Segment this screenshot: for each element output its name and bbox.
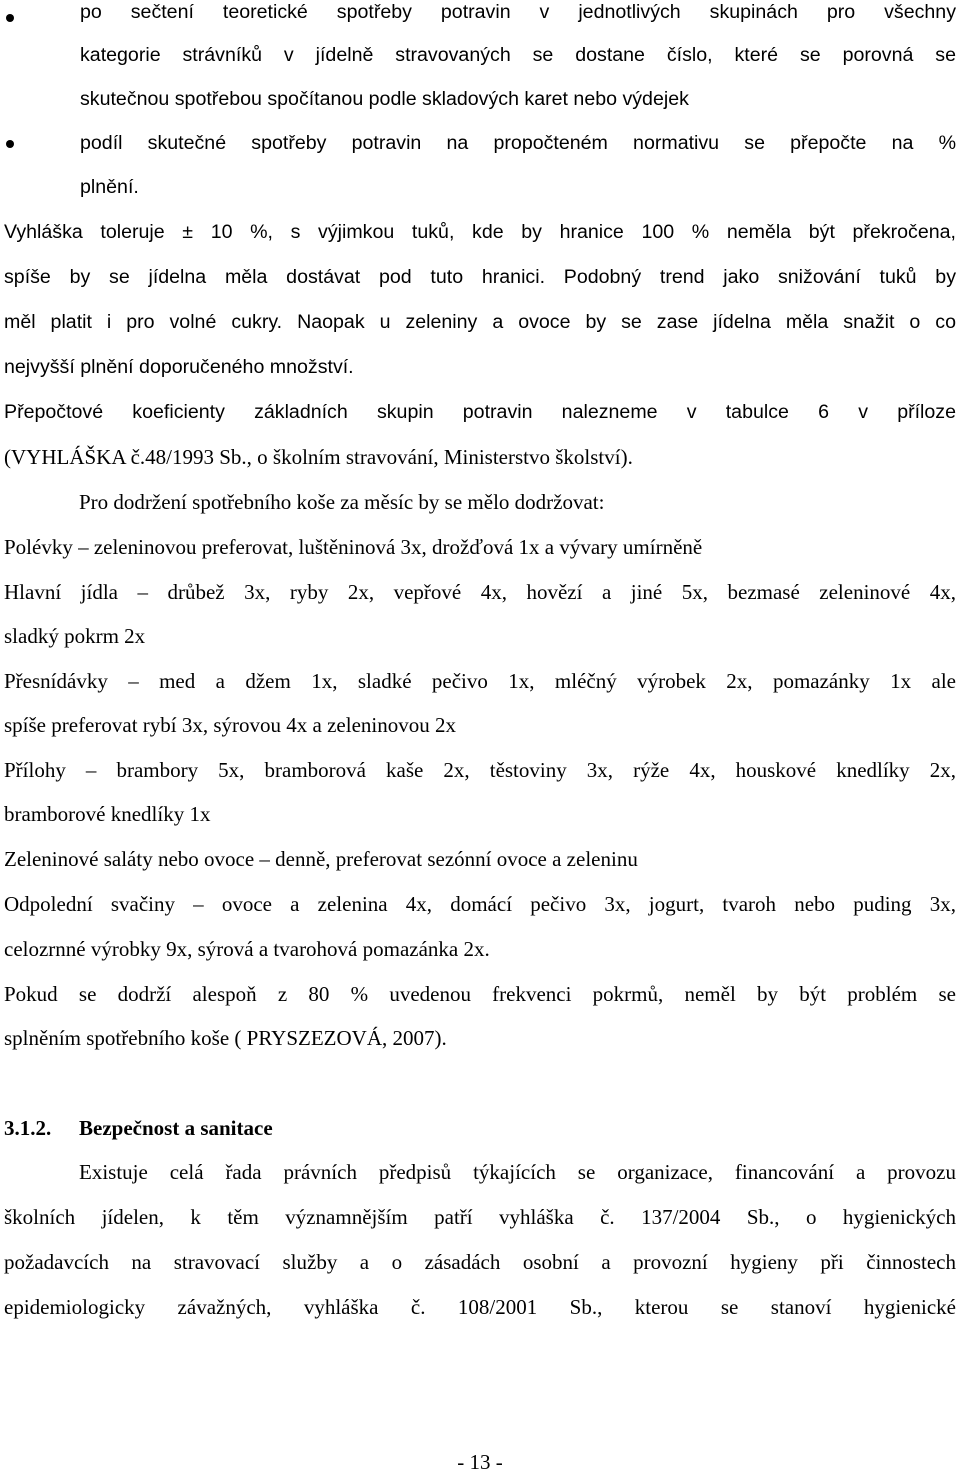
bullet-2-line-2: plnění. [80, 176, 139, 198]
paragraph-line: epidemiologicky závažných, vyhláška č. 108/2001 Sb., kterou se stanoví hygienické [4, 1295, 956, 1319]
paragraph-line: (VYHLÁŠKA č.48/1993 Sb., o školním stravování, Ministerstvo školství). [4, 445, 633, 469]
basket-salads: Zeleninové saláty nebo ovoce – denně, preferovat sezónní ovoce a zeleninu [4, 847, 638, 871]
basket-summary: Pokud se dodrží alespoň z 80 % uvedenou frekvenci pokrmů, neměl by být problém se [4, 982, 956, 1006]
paragraph-line: Přepočtové koeficienty základních skupin potravin nalezneme v tabulce 6 v příloze [4, 401, 956, 423]
page-number: - 13 - [457, 1450, 503, 1474]
paragraph-line: Vyhláška toleruje ± 10 %, s výjimkou tuků, kde by hranice 100 % neměla být překročena, [4, 221, 956, 243]
document-page [4, 0, 956, 1472]
paragraph-intro: Pro dodržení spotřebního koše za měsíc by se mělo dodržovat: [79, 490, 605, 514]
basket-snacks: Přesnídávky – med a džem 1x, sladké pečivo 1x, mléčný výrobek 2x, pomazánky 1x ale [4, 669, 956, 693]
bullet-icon [6, 140, 14, 148]
bullet-2-line-1: podíl skutečné spotřeby potravin na propočteném normativu se přepočte na % [80, 132, 956, 154]
paragraph-line: požadavcích na stravovací služby a o zásadách osobní a provozní hygieny při činnostech [4, 1250, 956, 1274]
basket-afternoon-snacks-cont: celozrnné výrobky 9x, sýrová a tvarohová pomazánka 2x. [4, 937, 490, 961]
basket-soups: Polévky – zeleninovou preferovat, luštěninová 3x, drožďová 1x a vývary umírněně [4, 535, 703, 559]
basket-main-dishes-cont: sladký pokrm 2x [4, 624, 146, 648]
basket-main-dishes: Hlavní jídla – drůbež 3x, ryby 2x, vepřové 4x, hovězí a jiné 5x, bezmasé zeleninové 4x, [4, 580, 956, 604]
bullet-1-line-3: skutečnou spotřebou spočítanou podle skladových karet nebo výdejek [80, 88, 689, 110]
bullet-icon [6, 14, 14, 22]
basket-snacks-cont: spíše preferovat rybí 3x, sýrovou 4x a zeleninovou 2x [4, 713, 456, 737]
paragraph-line: spíše by se jídelna měla dostávat pod tuto hranici. Podobný trend jako snižování tuků by [4, 266, 956, 288]
basket-afternoon-snacks: Odpolední svačiny – ovoce a zelenina 4x, domácí pečivo 3x, jogurt, tvaroh nebo puding 3x, [4, 892, 956, 916]
bullet-1-line-1: po sečtení teoretické spotřeby potravin v jednotlivých skupinách pro všechny [80, 1, 956, 23]
bullet-1-line-2: kategorie strávníků v jídelně stravovaných se dostane číslo, které se porovná se [80, 44, 956, 66]
basket-side-dishes-cont: bramborové knedlíky 1x [4, 802, 211, 826]
paragraph-line: nejvyšší plnění doporučeného množství. [4, 356, 354, 378]
section-heading [4, 1106, 956, 1150]
paragraph-line: školních jídelen, k těm významnějším patří vyhláška č. 137/2004 Sb., o hygienických [4, 1205, 956, 1229]
basket-side-dishes: Přílohy – brambory 5x, bramborová kaše 2x, těstoviny 3x, rýže 4x, houskové knedlíky 2x, [4, 758, 956, 782]
basket-summary-cont: splněním spotřebního koše ( PRYSZEZOVÁ, 2007). [4, 1026, 447, 1050]
section-number: 3.1.2. [4, 1116, 52, 1140]
paragraph-line: měl platit i pro volné cukry. Naopak u zeleniny a ovoce by se zase jídelna měla snažit o co [4, 311, 956, 333]
section-title: Bezpečnost a sanitace [79, 1116, 273, 1140]
paragraph-line: Existuje celá řada právních předpisů týkajících se organizace, financování a provozu [79, 1160, 956, 1184]
